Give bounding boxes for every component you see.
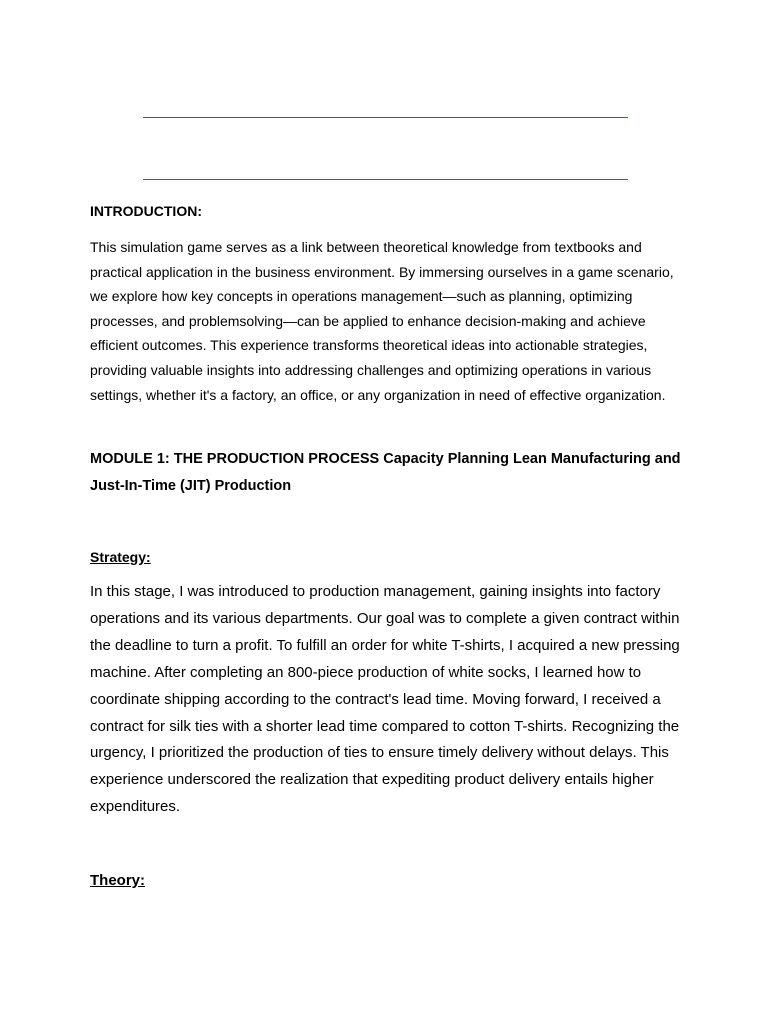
strategy-paragraph: In this stage, I was introduced to production management, gaining insights into factory operations and its various departments. Our goal was to complete a given contract within the deadline to turn a profit. To fulfill an order for white T-shirts, I acquired a new pressing machine. After completing an 800-piece production of white socks, I learned how to coordinate shipping according to the contract's lead time. Moving forward, I received a contract for silk ties with a shorter lead time compared to cotton T-shirts. Recognizing the urgency, I prioritized the production of ties to ensure timely delivery without delays. This experience underscored the realization that expediting product delivery entails higher expenditures.: [90, 583, 680, 816]
introduction-heading: INTRODUCTION:: [90, 203, 202, 219]
theory-heading: Theory:: [90, 872, 146, 889]
module-1-title: MODULE 1: THE PRODUCTION PROCESS Capacity Planning Lean Manufacturing and Just-In-Time (JIT) Production: [90, 451, 681, 494]
title-underline-top: [143, 117, 628, 118]
title-underline-bottom: [143, 179, 628, 180]
introduction-paragraph: This simulation game serves as a link between theoretical knowledge from textbooks and practical application in the business environment. By immersing ourselves in a game scenario, we explore how key concepts in operations management—such as planning, optimizing processes, and problemsolving—can be applied to enhance decision-making and achieve efficient outcomes. This experience transforms theoretical ideas into actionable strategies, providing valuable insights into addressing challenges and optimizing operations in various settings, whether it's a factory, an office, or any organization in need of effective organization.: [90, 239, 674, 403]
strategy-heading: Strategy:: [90, 549, 151, 565]
